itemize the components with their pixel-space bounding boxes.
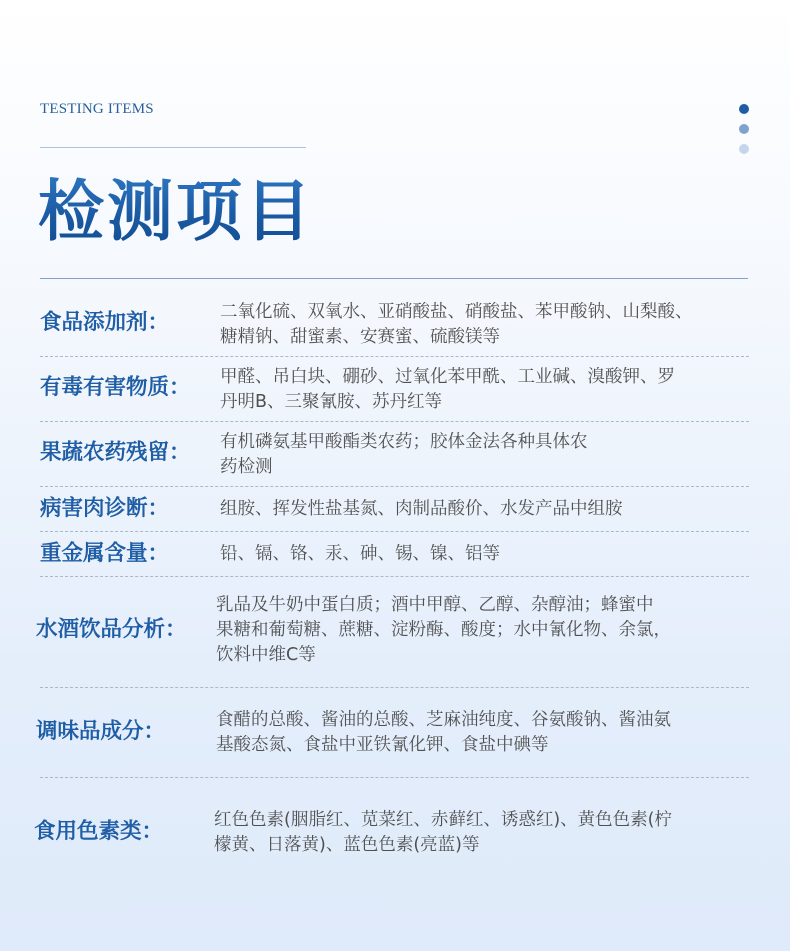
dot-dark — [739, 104, 749, 114]
item-description-line: 二氧化硫、双氧水、亚硝酸盐、硝酸盐、苯甲酸钠、山梨酸、 — [220, 302, 693, 322]
item-description-line: 甲醛、吊白块、硼砂、过氧化苯甲酰、工业碱、溴酸钾、罗 — [220, 367, 675, 387]
item-description-line: 有机磷氨基甲酸酯类农药；胶体金法各种具体农 — [220, 432, 588, 452]
dot-mid — [739, 124, 749, 134]
item-description-line: 药检测 — [220, 457, 273, 477]
title-rule — [40, 278, 748, 279]
item-label: 病害肉诊断： — [40, 496, 170, 521]
item-separator — [40, 576, 749, 577]
page-title: 检测项目 — [38, 166, 314, 256]
item-description-line: 檬黄、日落黄)、蓝色色素(亮蓝)等 — [214, 835, 480, 855]
item-description-line: 铅、镉、铬、汞、砷、锡、镍、铝等 — [220, 544, 500, 564]
page-dots — [739, 104, 749, 164]
item-description-line: 基酸态氮、食盐中亚铁氰化钾、食盐中碘等 — [216, 735, 549, 755]
item-separator — [40, 421, 749, 422]
item-description-line: 红色色素(胭脂红、苋菜红、赤藓红、诱惑红)、黄色色素(柠 — [214, 810, 672, 830]
item-separator — [40, 687, 749, 688]
dot-light — [739, 144, 749, 154]
item-separator — [40, 777, 749, 778]
item-description-line: 乳品及牛奶中蛋白质；酒中甲醇、乙醇、杂醇油；蜂蜜中 — [216, 595, 654, 615]
item-label: 调味品成分： — [36, 719, 166, 744]
item-label: 重金属含量： — [40, 541, 170, 566]
item-label: 有毒有害物质： — [40, 375, 191, 400]
subtitle-rule — [40, 147, 306, 148]
item-description-line: 组胺、挥发性盐基氮、肉制品酸价、水发产品中组胺 — [220, 499, 623, 519]
item-description-line: 丹明B、三聚氰胺、苏丹红等 — [220, 392, 443, 412]
item-separator — [40, 486, 749, 487]
item-description-line: 食醋的总酸、酱油的总酸、芝麻油纯度、谷氨酸钠、酱油氨 — [216, 710, 671, 730]
item-label: 水酒饮品分析： — [36, 617, 187, 642]
item-description-line: 果糖和葡萄糖、蔗糖、淀粉酶、酸度；水中氰化物、余氯， — [216, 620, 671, 640]
item-separator — [40, 356, 749, 357]
item-label: 果蔬农药残留： — [40, 440, 191, 465]
item-description-line: 饮料中维C等 — [216, 645, 316, 665]
item-separator — [40, 531, 749, 532]
item-label: 食品添加剂： — [40, 310, 170, 335]
subtitle: TESTING ITEMS — [40, 101, 154, 117]
item-description-line: 糖精钠、甜蜜素、安赛蜜、硫酸镁等 — [220, 327, 500, 347]
item-label: 食用色素类： — [34, 819, 164, 844]
